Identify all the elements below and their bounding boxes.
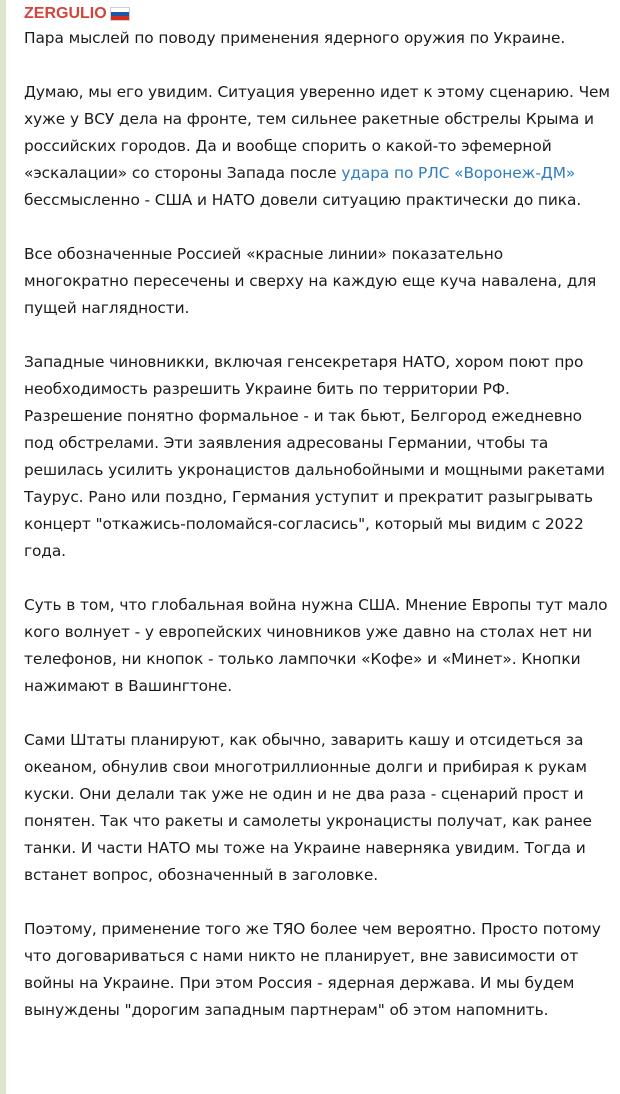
paragraph-1: Пара мыслей по поводу применения ядерного оружия по Украине. xyxy=(24,29,566,47)
paragraph-7: Поэтому, применение того же ТЯО более чем вероятно. Просто потому что договариваться с нами никто не планирует, вне зависимости от войны на Украине. При этом Россия - ядерная держава. И мы будем вынуждены "дорогим западным партнерам" об этом напомнить. xyxy=(24,920,601,1019)
paragraph-4: Западные чиновникки, включая генсекретаря НАТО, хором поют про необходимость разрешить Украине бить по территории РФ. Разрешение понятно формальное - и так бьют, Белгород ежедневно под обстрелами. Эти заявления адресованы Германии, чтобы та решилась усилить укронацистов дальнобойными и мощными ракетами Таурус. Рано или поздно, Германия уступит и прекратит разыгрывать концерт "откажись-поломайся-согласись", который мы видим с 2022 года. xyxy=(24,353,605,560)
paragraph-2 xyxy=(24,79,610,214)
paragraph-6: Сами Штаты планируют, как обычно, заварить кашу и отсидеться за океаном, обнулив свои многотриллионные долги и прибирая к рукам куски. Они делали так уже не один и не два раза - сценарий прост и понятен. Так что ракеты и самолеты укронацисты получат, как ранее танки. И части НАТО мы тоже на Украине наверняка увидим. Тогда и встанет вопрос, обозначенный в заголовке. xyxy=(24,731,592,884)
paragraph-5: Суть в том, что глобальная война нужна США. Мнение Европы тут мало кого волнует - у европейских чиновников уже давно на столах нет ни телефонов, ни кнопок - только лампочки «Кофе» и «Минет». Кнопки нажимают в Вашингтоне. xyxy=(24,596,608,695)
paragraph-2-text-a: Думаю, мы его увидим. Ситуация уверенно идет к этому сценарию. Чем хуже у ВСУ дела на фронте, тем сильнее ракетные обстрелы Крыма и российских городов. Да и вообще спорить о какой-то эфемерной «эскалации» со стороны Запада после xyxy=(24,83,610,182)
link-voronezh-radar[interactable]: удара по РЛС «Воронеж-ДМ» xyxy=(341,164,576,182)
author-name[interactable]: ZERGULIO xyxy=(24,5,107,22)
paragraph-3: Все обозначенные Россией «красные линии» показательно многократно пересечены и сверху на каждую еще куча навалена, для пущей наглядности. xyxy=(24,245,597,317)
author-header xyxy=(24,3,610,25)
russia-flag-icon xyxy=(110,7,130,21)
paragraph-2-text-b: бессмысленно - США и НАТО довели ситуацию практически до пика. xyxy=(24,191,582,209)
